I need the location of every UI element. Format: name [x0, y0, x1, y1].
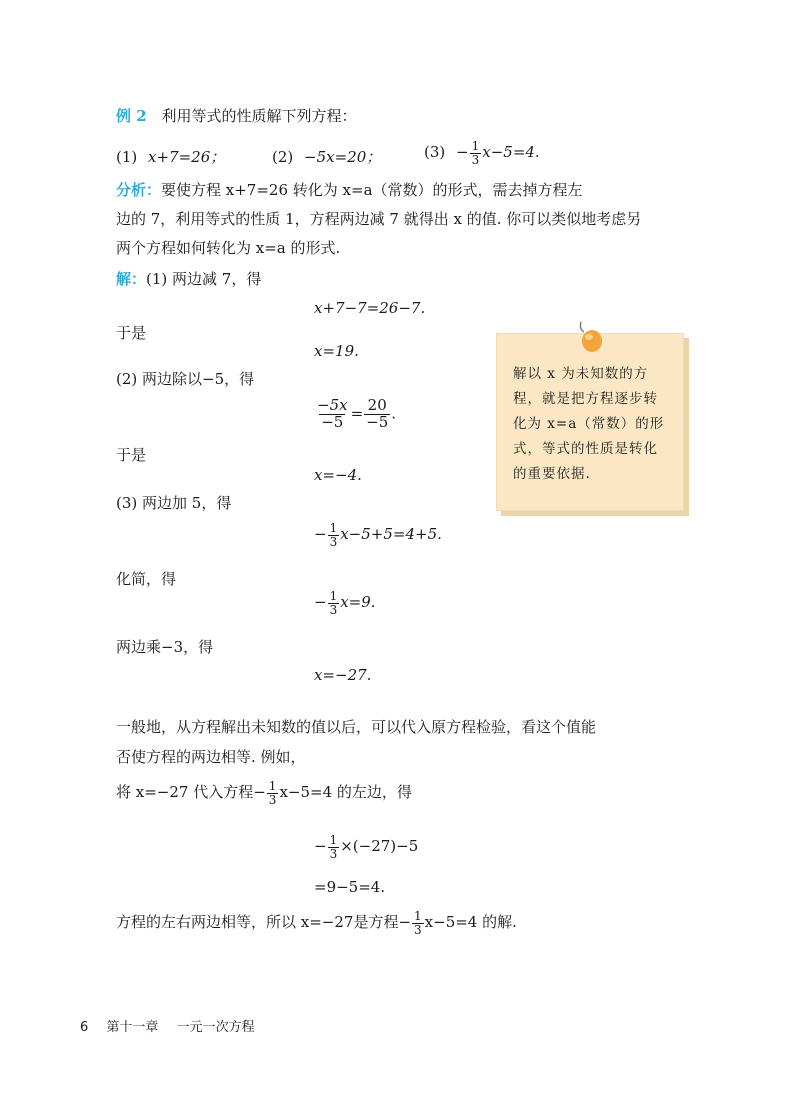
solution-result-1: x=19.: [314, 342, 359, 360]
solution-result-2: x=−4.: [314, 466, 362, 484]
analysis-text-1: 要使方程 x+7=26 转化为 x=a（常数）的形式，需去掉方程左: [161, 181, 583, 199]
solution-eq-3b: [314, 590, 376, 616]
equation-2-text: −5x=20；: [304, 148, 382, 166]
fraction-numerator: 1: [268, 779, 277, 793]
equation-2: [272, 148, 381, 166]
fraction-denominator: 3: [329, 534, 338, 549]
page-footer: [80, 1020, 255, 1036]
equation-3-label: (3): [424, 143, 446, 162]
conclusion-rest: x−5=4 的解.: [424, 913, 517, 932]
minus-sign: −: [314, 593, 327, 612]
solution-label: 解：: [116, 270, 147, 288]
fraction-numerator: 1: [329, 833, 338, 847]
equation-1-label: (1): [116, 148, 138, 166]
equation-3: [424, 140, 540, 166]
fraction-denominator: −5: [321, 412, 344, 431]
example-title: 利用等式的性质解下列方程：: [161, 107, 357, 125]
equation-2-label: (2): [272, 148, 294, 166]
fraction-one-third: [412, 910, 424, 936]
solution-eq-1: x+7−7=26−7.: [314, 299, 426, 317]
check-calc-line-2: =9−5=4.: [314, 878, 386, 896]
substitution-line: [116, 780, 412, 806]
chapter-label: 第十一章: [106, 1020, 159, 1035]
solution-step-3: (3) 两边加 5，得: [116, 494, 232, 512]
fraction-denominator: −5: [366, 412, 389, 431]
analysis-line-1: [116, 181, 583, 199]
fraction-denominator: 3: [414, 922, 422, 937]
then-label-2: 于是: [116, 446, 147, 464]
solution-step-2: (2) 两边除以−5，得: [116, 370, 255, 388]
fraction-one-third: [328, 834, 340, 860]
simplify-label: 化简，得: [116, 570, 177, 588]
fraction-denominator: 3: [329, 846, 338, 861]
example-label: 例 2: [116, 107, 147, 125]
example-heading: [116, 107, 356, 125]
equation-3-rest: x−5=4.: [482, 143, 540, 162]
fraction-denominator: 3: [268, 792, 277, 807]
fraction-left: [315, 398, 350, 431]
solution-eq-3: [314, 522, 442, 548]
solution-step-1-text: (1) 两边减 7，得: [146, 270, 262, 288]
equation-3-minus: −: [456, 143, 469, 162]
then-label-1: 于是: [116, 324, 147, 342]
equation-rest: x=9.: [340, 593, 376, 612]
calc-rest: ×(−27)−5: [340, 837, 419, 856]
solution-result-3: x=−27.: [314, 666, 372, 684]
fraction-one-third: [328, 522, 340, 548]
general-line-1: 一般地，从方程解出未知数的值以后，可以代入原方程检验，看这个值能: [116, 718, 597, 736]
fraction-denominator: 3: [329, 602, 338, 617]
conclusion-line: [116, 910, 517, 936]
conclusion-text: 方程的左右两边相等，所以 x=−27是方程−: [116, 913, 412, 932]
equation-3-fraction: [470, 140, 482, 166]
pushpin-icon: [577, 320, 607, 356]
equals-sign: =: [350, 404, 364, 423]
equation-rest: x−5+5=4+5.: [340, 525, 442, 544]
fraction-right: [364, 398, 390, 431]
solution-eq-2: [314, 398, 396, 431]
fraction-one-third: [328, 590, 340, 616]
fraction-numerator: 20: [367, 396, 387, 414]
fraction-numerator: 1: [414, 909, 422, 923]
fraction-one-third: [267, 780, 279, 806]
equation-1: [116, 148, 225, 166]
multiply-step: 两边乘−3，得: [116, 638, 214, 656]
minus-sign: −: [314, 525, 327, 544]
minus-sign: −: [314, 837, 327, 856]
analysis-label: 分析：: [116, 181, 162, 199]
analysis-line-2: 边的 7，利用等式的性质 1，方程两边减 7 就得出 x 的值. 你可以类似地考虑另: [116, 210, 642, 228]
general-line-2: 否使方程的两边相等. 例如，: [116, 748, 306, 766]
equation-1-text: x+7=26；: [148, 148, 226, 166]
substitution-text: 将 x=−27 代入方程−: [116, 783, 266, 802]
note-box: [496, 333, 684, 511]
page-number: 6: [80, 1020, 89, 1035]
analysis-line-3: 两个方程如何转化为 x=a 的形式.: [116, 239, 341, 257]
period: .: [391, 404, 397, 423]
chapter-title: 一元一次方程: [176, 1020, 255, 1035]
fraction-denominator: 3: [471, 152, 480, 167]
check-calc-line-1: [314, 834, 418, 860]
fraction-numerator: 1: [471, 139, 480, 153]
fraction-numerator: 1: [329, 521, 338, 535]
note-text: 解以 x 为未知数的方程，就是把方程逐步转化为 x=a（常数）的形式，等式的性质是转化的重要依据.: [513, 366, 665, 482]
fraction-numerator: −5x: [317, 396, 348, 414]
substitution-rest: x−5=4 的左边，得: [279, 783, 412, 802]
solution-step-1: [116, 270, 261, 288]
fraction-numerator: 1: [329, 589, 338, 603]
